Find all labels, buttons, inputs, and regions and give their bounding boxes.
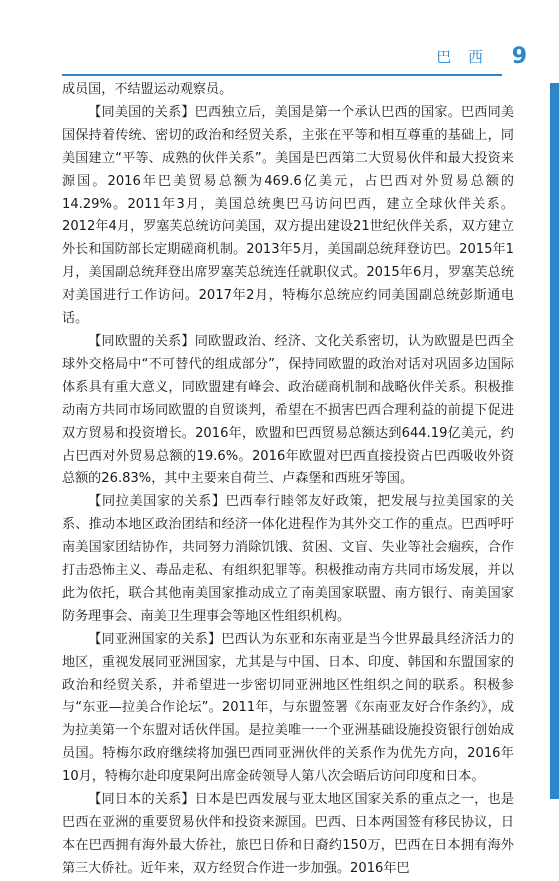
header-rule (62, 74, 502, 76)
paragraph-continuation: 成员国，不结盟运动观察员。 (62, 82, 233, 97)
side-color-tab (550, 83, 559, 799)
paragraph-latam-relations: 【同拉美国家的关系】巴西奉行睦邻友好政策，把发展与拉美国家的关系、推动本地区政治团结和经济一体化进程作为其外交工作的重点。巴西呼吁南美国家团结协作，共同努力消除饥饿、贫困、文盲、失业等社会痼疾，合作打击恐怖主义、毒品走私、有组织犯罪等。积极推动南方共同市场发展，并以此为依托，联合其他南美国家推动成立了南美国家联盟、南方银行、南美国家防务理事会、南美卫生理事会等地区性组织机构。 (62, 494, 514, 624)
page-number: 9 (511, 44, 527, 69)
paragraph-japan-relations: 【同日本的关系】日本是巴西发展与亚太地区国家关系的重点之一，也是巴西在亚洲的重要贸易伙伴和投资来源国。巴西、日本两国签有移民协议，日本在巴西拥有海外最大侨社，旅巴日侨和日裔约150万，巴西在日本拥有海外第三大侨社。近年来，双方经贸合作进一步加强。2016年巴 (62, 792, 514, 876)
paragraph-us-relations: 【同美国的关系】巴西独立后，美国是第一个承认巴西的国家。巴西同美国保持着传统、密切的政治和经贸关系，主张在平等和相互尊重的基础上，同美国建立“平等、成熟的伙伴关系”。美国是巴西第二大贸易伙伴和最大投资来源国。2016年巴美贸易总额为469.6亿美元，占巴西对外贸易总额的14.29%。2011年3月，美国总统奥巴马访问巴西，建立全球伙伴关系。2012年4月，罗塞芙总统访问美国，双方提出建设21世纪伙伴关系，双方建立外长和国防部长定期磋商机制。2013年5月，美国副总统拜登访巴。2015年1月，美国副总统拜登出席罗塞芙总统连任就职仪式。2015年6月，罗塞芙总统对美国进行工作访问。2017年2月，特梅尔总统应约同美国副总统彭斯通电话。 (62, 104, 514, 327)
paragraph-asia-relations: 【同亚洲国家的关系】巴西认为东亚和东南亚是当今世界最具经济活力的地区，重视发展同亚洲国家，尤其是与中国、日本、印度、韩国和东盟国家的政治和经贸关系，并希望进一步密切同亚洲地区性组织之间的联系。积极参与“东亚—拉美合作论坛”。2011年，与东盟签署《东南亚友好合作条约》，成为拉美第一个东盟对话伙伴国。是拉美唯一一个亚洲基础设施投资银行创始成员国。特梅尔政府继续将加强巴西同亚洲伙伴的关系作为优先方向，2016年10月，特梅尔赴印度果阿出席金砖领导人第八次会晤后访问印度和日本。 (62, 631, 514, 785)
page-header (0, 0, 559, 80)
body-text (62, 79, 514, 881)
paragraph-eu-relations: 【同欧盟的关系】同欧盟政治、经济、文化关系密切，认为欧盟是巴西全球外交格局中“不可替代的组成部分”，保持同欧盟的政治对话对巩固多边国际体系具有重大意义，同欧盟建有峰会、政治磋商机制和战略伙伴关系。积极推动南方共同市场同欧盟的自贸谈判，希望在不损害巴西合理利益的前提下促进双方贸易和投资增长。2016年，欧盟和巴西贸易总额达到644.19亿美元，约占巴西对外贸易总额的19.6%。2016年欧盟对巴西直接投资占巴西吸收外资总额的26.83%，其中主要来自荷兰、卢森堡和西班牙等国。 (62, 333, 514, 487)
section-title: 巴 西 (436, 48, 489, 66)
